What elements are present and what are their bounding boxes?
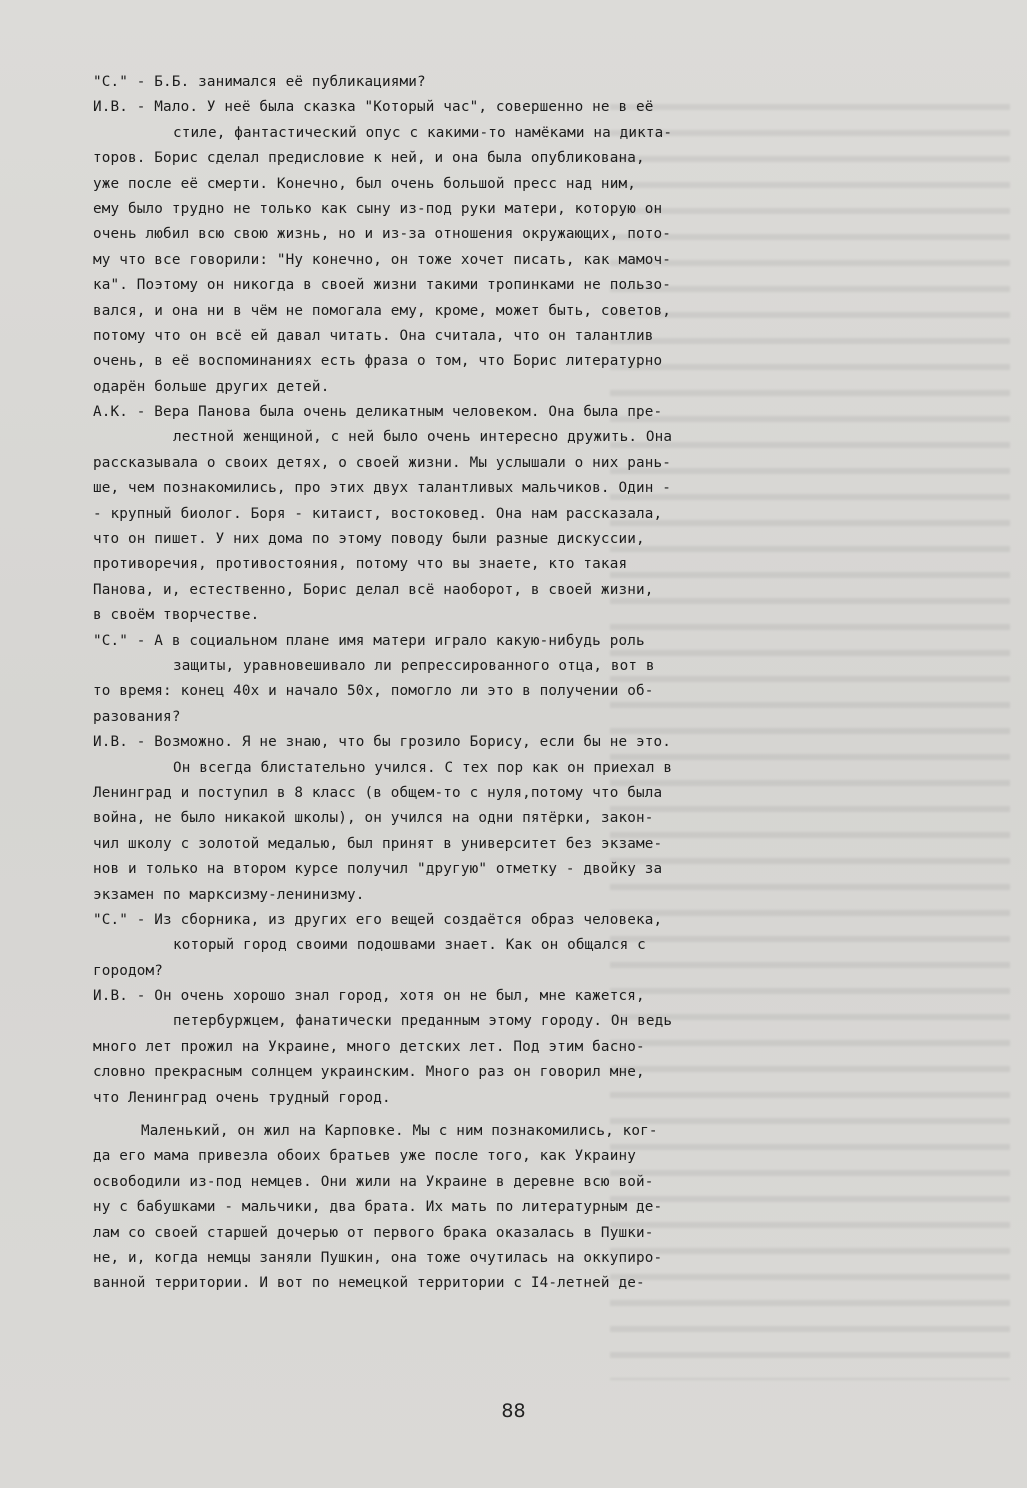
interview-text: [93, 70, 838, 1297]
text-line: много лет прожил на Украине, много детских лет. Под этим басно-: [93, 1038, 645, 1055]
text-line: Он всегда блистательно учился. С тех пор как он приехал в: [173, 759, 673, 776]
text-line: да его мама привезла обоих братьев уже после того, как Украину: [93, 1148, 636, 1165]
text-line: му что все говорили: "Ну конечно, он тоже хочет писать, как мамоч-: [93, 251, 671, 268]
text-line: что Ленинград очень трудный город.: [93, 1089, 391, 1106]
text-line: не, и, когда немцы заняли Пушкин, она тоже очутилась на оккупиро-: [93, 1249, 663, 1266]
text-line: что он пишет. У них дома по этому поводу были разные дискуссии,: [93, 531, 645, 548]
text-line: рассказывала о своих детях, о своей жизни. Мы услышали о них рань-: [93, 454, 671, 471]
text-line: война, не было никакой школы), он учился на одни пятёрки, закон-: [93, 810, 654, 827]
text-line: - крупный биолог. Боря - китаист, востоковед. Она нам рассказала,: [93, 505, 663, 522]
paragraph-gap: [93, 1111, 838, 1119]
text-line: петербуржцем, фанатически преданным этому городу. Он ведь: [173, 1013, 673, 1030]
text-line: противоречия, противостояния, потому что вы знаете, кто такая: [93, 556, 628, 573]
text-line: защиты, уравновешивало ли репрессированного отца, вот в: [173, 657, 655, 674]
text-line: ну с бабушками - мальчики, два брата. Их мать по литературным де-: [93, 1199, 663, 1216]
text-line: Маленький, он жил на Карповке. Мы с ним познакомились, ког-: [141, 1123, 658, 1140]
text-line: одарён больше других детей.: [93, 378, 330, 395]
text-line: "С." - Б.Б. занимался её публикациями?: [93, 74, 426, 90]
text-line: который город своими подошвами знает. Как он общался с: [173, 937, 646, 954]
text-line: ванной территории. И вот по немецкой территории с I4-летней де-: [93, 1275, 645, 1292]
text-line: уже после её смерти. Конечно, был очень большой пресс над ним,: [93, 175, 636, 192]
text-line: "С." - Из сборника, из других его вещей создаётся образ человека,: [93, 911, 663, 928]
text-line: освободили из-под немцев. Они жили на Украине в деревне всю вой-: [93, 1173, 654, 1190]
text-line: И.В. - Возможно. Я не знаю, что бы грозило Борису, если бы не это.: [93, 734, 671, 751]
text-line: лестной женщиной, с ней было очень интересно дружить. Она: [173, 429, 673, 446]
text-line: ше, чем познакомились, про этих двух талантливых мальчиков. Один -: [93, 480, 671, 497]
text-line: Панова, и, естественно, Борис делал всё наоборот, в своей жизни,: [93, 581, 654, 598]
text-line: то время: конец 40х и начало 50х, помогло ли это в получении об-: [93, 683, 654, 700]
text-line: ему было трудно не только как сыну из-под руки матери, которую он: [93, 200, 663, 217]
text-line: экзамен по марксизму-ленинизму.: [93, 886, 365, 903]
text-line: И.В. - Он очень хорошо знал город, хотя он не был, мне кажется,: [93, 988, 645, 1005]
text-line: потому что он всё ей давал читать. Она считала, что он талантлив: [93, 327, 654, 344]
text-line: лам со своей старшей дочерью от первого брака оказалась в Пушки-: [93, 1224, 654, 1241]
text-line: нов и только на втором курсе получил "другую" отметку - двойку за: [93, 861, 663, 878]
text-line: вался, и она ни в чём не помогала ему, кроме, может быть, советов,: [93, 302, 671, 319]
text-line: в своём творчестве.: [93, 607, 260, 624]
text-line: городом?: [93, 962, 164, 979]
text-line: очень, в её воспоминаниях есть фраза о том, что Борис литературно: [93, 353, 663, 370]
text-line: стиле, фантастический опус с какими-то намёками на дикта-: [173, 124, 673, 141]
text-line: ка". Поэтому он никогда в своей жизни такими тропинками не пользо-: [93, 277, 671, 294]
text-line: словно прекрасным солнцем украинским. Много раз он говорил мне,: [93, 1064, 645, 1081]
text-line: И.В. - Мало. У неё была сказка "Который час", совершенно не в её: [93, 99, 654, 116]
text-line: торов. Борис сделал предисловие к ней, и она была опубликована,: [93, 150, 645, 167]
page-number: 88: [501, 1400, 526, 1422]
text-line: "С." - А в социальном плане имя матери играло какую-нибудь роль: [93, 632, 645, 649]
text-line: разования?: [93, 708, 181, 725]
text-line: чил школу с золотой медалью, был принят в университет без экзаме-: [93, 835, 663, 852]
text-line: очень любил всю свою жизнь, но и из-за отношения окружающих, пото-: [93, 226, 671, 243]
text-line: Ленинград и поступил в 8 класс (в общем-то с нуля,потому что была: [93, 784, 663, 801]
text-line: А.К. - Вера Панова была очень деликатным человеком. Она была пре-: [93, 404, 663, 421]
